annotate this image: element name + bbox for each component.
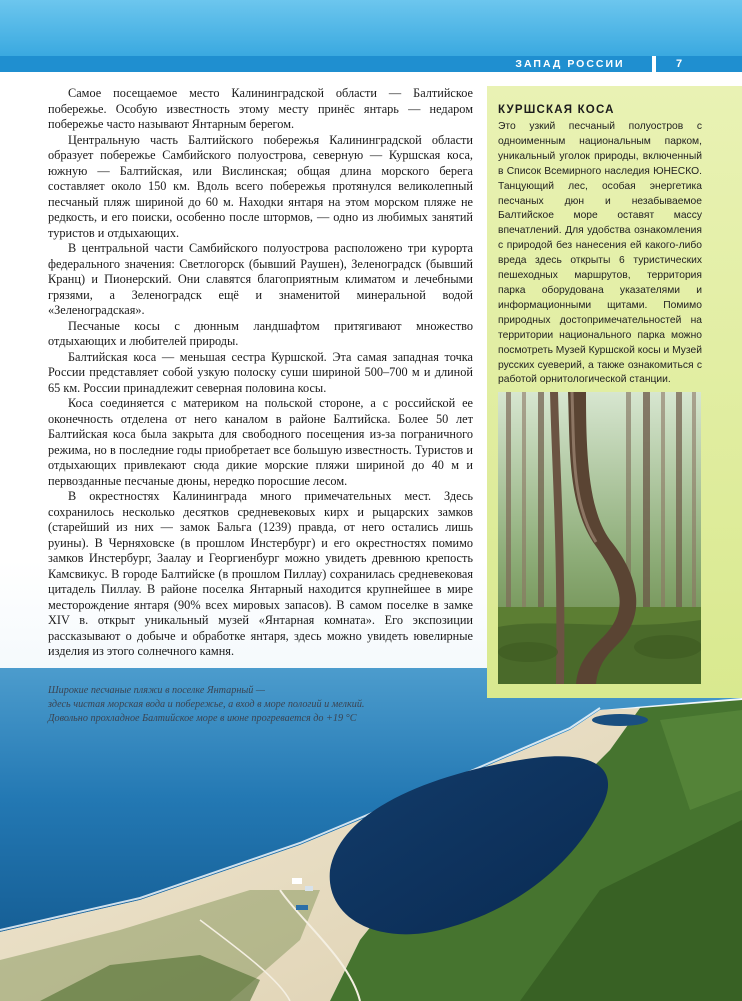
caption-line: здесь чистая морская вода и побережье, а вход в море пологий и мелкий. [48,699,365,710]
caption-line: Широкие песчаные пляжи в поселке Янтарный — [48,685,265,696]
article-paragraph: Песчаные косы с дюнным ландшафтом притягивают множество отдыхающих и любителей природы. [48,318,473,348]
main-article [48,86,473,660]
section-label: ЗАПАД РОССИИ [515,58,625,70]
caption-line: Довольно прохладное Балтийское море в июне прогревается до +19 °С [48,713,357,724]
header-band [0,0,742,56]
article-paragraph: Коса соединяется с материком на польской стороне, а с российской ее оконечность отделена от него каналом в районе Балтийска. Более 50 лет Балтийская коса была закрыта для свободного посещения из-за пограничного режима, но в последние годы приобретает все большую известность. Туристов и отдыхающих привлекают сюда дикие морские пляжи шириной до 40 м и первозданные песчаные дюны, нередко поросшие лесом. [48,396,473,488]
article-paragraph: Самое посещаемое место Калининградской области — Балтийское побережье. Особую известность этому месту принёс янтарь — недаром побережье часто называют Янтарным берегом. [48,86,473,131]
article-paragraph: Балтийская коса — меньшая сестра Куршской. Эта самая западная точка России представляет собой узкую полоску суши шириной 500–700 м и длиной 65 км. России принадлежит северная половина косы. [48,349,473,395]
article-paragraph: В окрестностях Калининграда много примечательных мест. Здесь сохранилось несколько десятков средневековых кирх и рыцарских замков (старейший из них — замок Бальга (1239) правда, от него остались лишь руины). В Черняховске (в прошлом Инстербург) и его окрестностях помимо замков Инстербург, Заалау и Георгиенбург можно увидеть древнюю крепость Камсвикус. В городе Балтийске (в прошлом Пиллау) сохранилась средневековая цитадель Пиллау. В районе поселка Янтарный находится крупнейшее в мире месторождение янтаря (90% всех мировых запасов). В самом поселке в замке XIV в. открыт уникальный музей «Янтарная комната». Его экспозиции рассказывают о добыче и обработке янтаря, здесь можно увидеть ювелирные изделия из этого солнечного камня. [48,489,473,658]
photo-caption [48,684,448,726]
page-number: 7 [675,58,683,70]
article-paragraph: Центральную часть Балтийского побережья Калининградской области образует побережье Самбийского полуострова, северную — Куршская коса, южную — Балтийская, или Вислинская; общая длина морского берега составляет около 150 км. Вдоль всего побережья протянулся великолепный песчаный пляж шириной до 60 м. Находки янтаря на этом морском пляже не редкость, и его поиски, особенно после штормов, — одно из любимых занятий туристов и отдыхающих. [48,132,473,240]
article-paragraph: В центральной части Самбийского полуострова расположено три курорта федерального значения: Светлогорск (бывший Раушен), Зеленоградск (бывший Кранц) и Пионерский. Они славятся благоприятным климатом и лечебными грязями, а Зеленоградск ещё и знаменитой минеральной водой «Зеленоградская». [48,241,473,317]
sidebar-title: КУРШСКАЯ КОСА [498,104,615,116]
dancing-forest-photo [498,392,701,684]
sidebar-text: Это узкий песчаный полуостров с одноименным национальным парком, уникальный уголок природы, включенный в Список Всемирного наследия ЮНЕСКО. Танцующий лес, особая энергетика песчаных дюн и незабываемое Балтийское море оставят массу впечатлений. Для удобства ознакомления с природой без нанесения ей какого-либо вреда здесь открыты 6 туристических пешеходных маршрутов, территория парка оборудована указателями и информационными щитами. Помимо природных достопримечательностей на территории национального парка можно посмотреть Музей Куршской косы и Музей русских суеверий, а также ознакомиться с работой орнитологической станции. [498,121,703,386]
sidebar-box [487,86,742,698]
